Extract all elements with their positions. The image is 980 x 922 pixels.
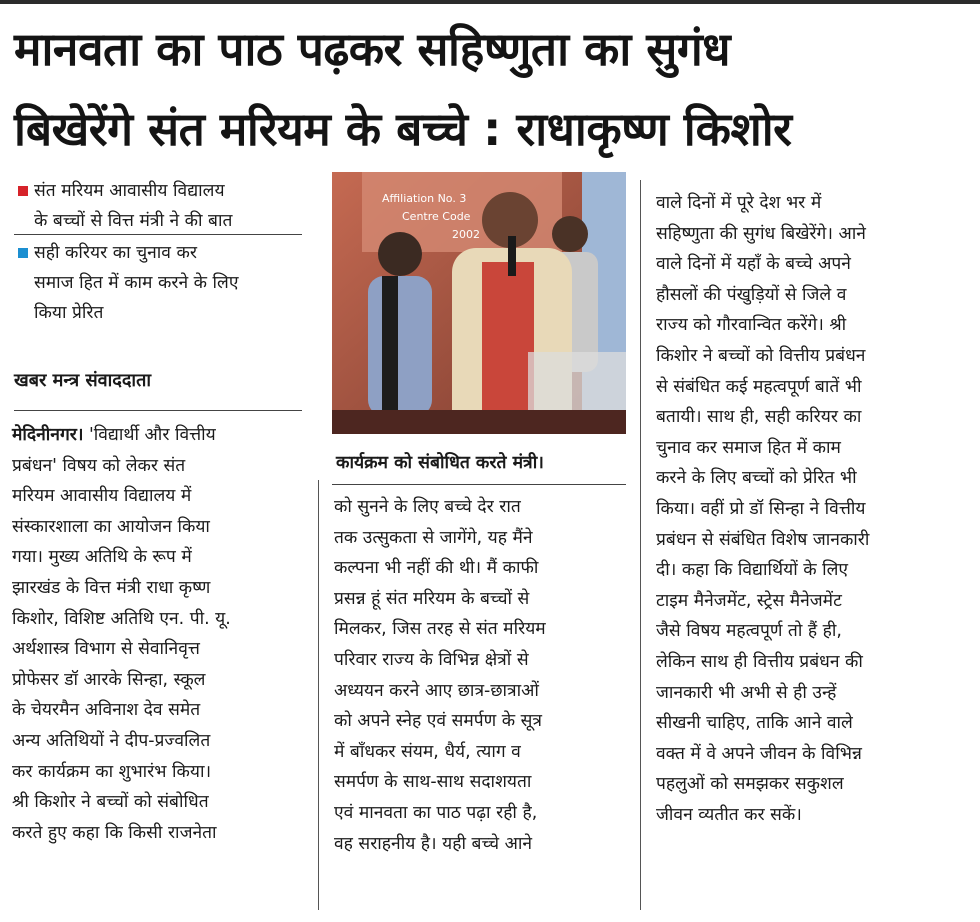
headline-line-1: मानवता का पाठ पढ़कर सहिष्णुता का सुगंध — [14, 22, 731, 76]
highlight-line: समाज हित में काम करने के लिए — [34, 273, 239, 293]
text-line: पहलुओं को समझकर सकुशल — [656, 774, 844, 795]
text-line: किया। वहीं प्रो डॉ सिन्हा ने वित्तीय — [656, 498, 866, 519]
text-line: अन्य अतिथियों ने दीप-प्रज्वलित — [12, 730, 211, 751]
text-line: किशोर ने बच्चों को वित्तीय प्रबंधन — [656, 345, 866, 366]
text-line: करते हुए कहा कि किसी राजनेता — [12, 822, 217, 843]
blue-square-icon — [18, 248, 28, 258]
photo-caption: कार्यक्रम को संबोधित करते मंत्री। — [336, 453, 544, 473]
dateline: मेदिनीनगर। — [12, 425, 84, 445]
text-line: को सुनने के लिए बच्चे देर रात — [334, 497, 521, 517]
text-line: चुनाव कर समाज हित में काम — [656, 437, 841, 458]
text-line: प्रबंधन से संबंधित विशेष जानकारी — [656, 529, 870, 550]
text-line: अध्ययन करने आए छात्र-छात्राओं — [334, 680, 539, 701]
highlight-item — [14, 238, 304, 328]
text-line: कल्पना भी नहीं की थी। मैं काफी — [334, 558, 539, 579]
text-line: प्रबंधन' विषय को लेकर संत — [12, 455, 186, 476]
text-line: के चेयरमैन अविनाश देव समेत — [12, 700, 201, 721]
column-divider — [318, 480, 319, 910]
highlights — [14, 176, 304, 328]
banner-text: Affiliation No. 3 — [382, 192, 467, 205]
text-line: टाइम मैनेजमेंट, स्ट्रेस मैनेजमेंट — [656, 590, 842, 611]
text-line: वाले दिनों में पूरे देश भर में — [656, 193, 822, 213]
text-line: प्रोफेसर डॉ आरके सिन्हा, स्कूल — [12, 669, 206, 690]
divider — [14, 410, 302, 411]
text-line: परिवार राज्य के विभिन्न क्षेत्रों से — [334, 649, 529, 670]
text-line: में बाँधकर संयम, धैर्य, त्याग व — [334, 741, 521, 762]
text-line: झारखंड के वित्त मंत्री राधा कृष्ण — [12, 577, 211, 598]
text-line: मरियम आवासीय विद्यालय में — [12, 486, 192, 507]
column-divider — [640, 180, 641, 910]
banner-text: 2002 — [452, 228, 480, 241]
text-line: वाले दिनों में यहाँ के बच्चे अपने — [656, 254, 851, 275]
article-column-3 — [656, 188, 952, 830]
text-line: अर्थशास्त्र विभाग से सेवानिवृत्त — [12, 639, 200, 660]
text-line: वह सराहनीय है। यही बच्चे आने — [334, 833, 532, 854]
red-square-icon — [18, 186, 28, 196]
text-line: किशोर, विशिष्ट अतिथि एन. पी. यू. — [12, 608, 231, 629]
text-line: सीखनी चाहिए, ताकि आने वाले — [656, 713, 853, 734]
text-line: राज्य को गौरवान्वित करेंगे। श्री — [656, 315, 847, 336]
text-line: जैसे विषय महत्वपूर्ण तो हैं ही, — [656, 621, 842, 642]
headline-line-2: बिखेरेंगे संत मरियम के बच्चे : राधाकृष्ण किशोर — [14, 102, 792, 156]
text-line: करने के लिए बच्चों को प्रेरित भी — [656, 468, 857, 489]
byline: खबर मन्त्र संवाददाता — [14, 370, 151, 391]
text-run: 'विद्यार्थी और वित्तीय — [83, 425, 216, 445]
text-line: समर्पण के साथ-साथ सदाशयता — [334, 772, 532, 793]
text-line: हौसलों की पंखुड़ियों से जिले व — [656, 284, 847, 305]
text-line: को अपने स्नेह एवं समर्पण के सूत्र — [334, 711, 542, 732]
highlight-line: सही करियर का चुनाव कर — [34, 243, 197, 263]
highlight-item — [14, 176, 304, 236]
article-column-2 — [334, 492, 626, 859]
highlight-line: किया प्रेरित — [34, 303, 104, 323]
text-line: कर कार्यक्रम का शुभारंभ किया। — [12, 761, 212, 782]
event-photo-illustration — [332, 172, 626, 434]
divider — [14, 234, 302, 235]
article-column-1 — [12, 420, 302, 848]
text-line: एवं मानवता का पाठ पढ़ा रही है, — [334, 802, 538, 823]
text-line: जानकारी भी अभी से ही उन्हें — [656, 682, 837, 703]
text-line: तक उत्सुकता से जागेंगे, यह मैंने — [334, 527, 533, 548]
text-line: गया। मुख्य अतिथि के रूप में — [12, 547, 192, 568]
text-line: सहिष्णुता की सुगंध बिखेरेंगे। आने — [656, 223, 866, 244]
text-line: प्रसन्न हूं संत मरियम के बच्चों से — [334, 588, 530, 609]
highlight-line: के बच्चों से वित्त मंत्री ने की बात — [34, 211, 233, 231]
text-line: वक्त में वे अपने जीवन के विभिन्न — [656, 743, 862, 764]
banner-text: Centre Code — [402, 210, 471, 223]
text-line: से संबंधित कई महत्वपूर्ण बातें भी — [656, 376, 862, 397]
event-photo — [332, 172, 626, 434]
divider — [332, 484, 626, 485]
highlight-line: संत मरियम आवासीय विद्यालय — [34, 181, 225, 201]
top-rule — [0, 0, 980, 4]
text-line: जीवन व्यतीत कर सकें। — [656, 804, 802, 825]
text-line — [12, 420, 302, 451]
text-line: दी। कहा कि विद्यार्थियों के लिए — [656, 560, 849, 581]
text-line: लेकिन साथ ही वित्तीय प्रबंधन की — [656, 651, 863, 672]
text-line: मिलकर, जिस तरह से संत मरियम — [334, 619, 546, 640]
text-line: संस्कारशाला का आयोजन किया — [12, 516, 210, 537]
text-line: श्री किशोर ने बच्चों को संबोधित — [12, 792, 209, 813]
text-line: बतायी। साथ ही, सही करियर का — [656, 407, 862, 428]
